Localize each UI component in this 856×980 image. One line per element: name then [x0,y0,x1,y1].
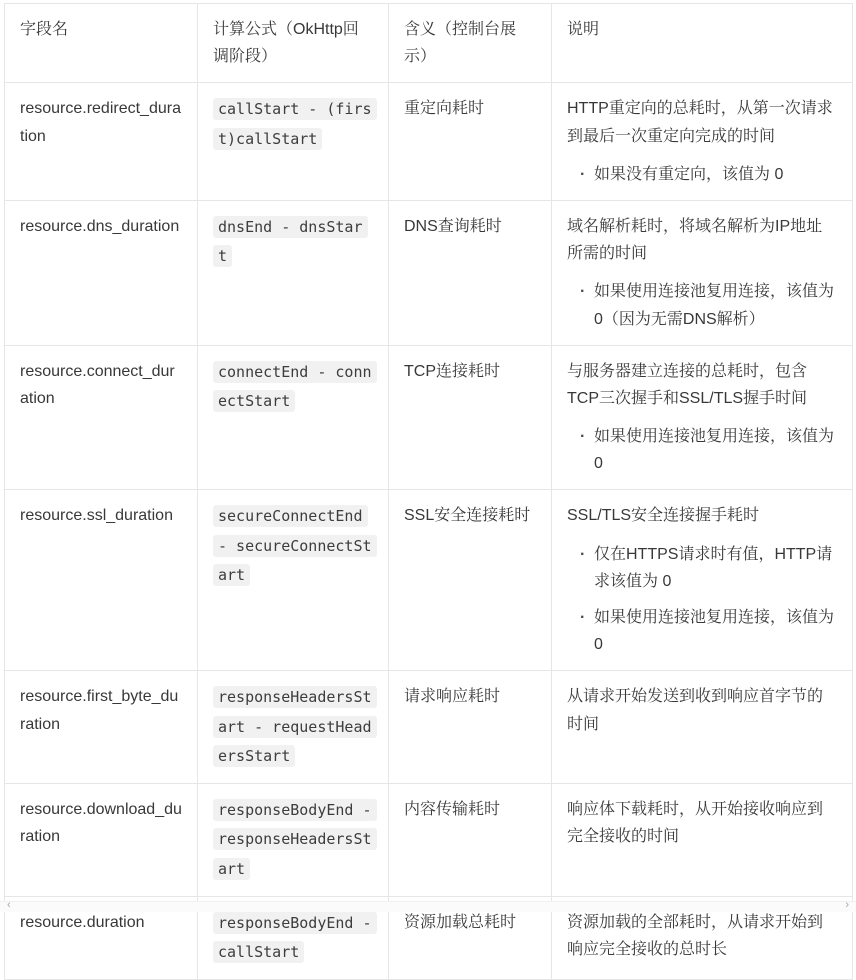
formula-code: responseHeadersStart - requestHeadersStart [213,686,377,767]
note-item: · 如果没有重定向，该值为 0 [594,161,837,188]
formula-cell [198,671,389,784]
notes-list [567,278,837,332]
note-item: · 如果使用连接池复用连接，该值为 0 [594,423,837,477]
table-row-first-byte-duration [5,671,853,784]
description-cell [552,200,853,345]
meaning-cell: DNS查询耗时 [389,200,552,345]
description-cell [552,83,853,201]
table-row-dns-duration [5,200,853,345]
description-cell [552,345,853,490]
notes-list [567,423,837,477]
meaning-cell: TCP连接耗时 [389,345,552,490]
notes-list [567,161,837,188]
note-item: · 仅在HTTPS请求时有值，HTTP请求该值为 0 [594,541,837,595]
description-text: 与服务器建立连接的总耗时，包含TCP三次握手和SSL/TLS握手时间 [567,362,808,407]
field-name-cell: resource.download_duration [5,784,198,897]
field-name-cell: resource.connect_duration [5,345,198,490]
formula-code: responseBodyEnd - callStart [213,912,377,963]
table-row-connect-duration [5,345,853,490]
description-cell [552,784,853,897]
note-item: · 如果使用连接池复用连接，该值为 0 [594,604,837,658]
description-text: 从请求开始发送到收到响应首字节的时间 [567,688,824,733]
formula-cell [198,784,389,897]
table-row-ssl-duration [5,490,853,671]
formula-code: callStart - (first)callStart [213,98,377,149]
meaning-cell: SSL安全连接耗时 [389,490,552,671]
description-text: 响应体下载耗时，从开始接收响应到完全接收的时间 [567,801,824,846]
formula-code: secureConnectEnd - secureConnectStart [213,505,377,586]
description-cell [552,671,853,784]
description-text: HTTP重定向的总耗时，从第一次请求到最后一次重定向完成的时间 [567,100,833,145]
formula-cell [198,200,389,345]
field-name-cell: resource.duration [5,896,198,980]
description-text: 域名解析耗时，将域名解析为IP地址所需的时间 [567,217,823,263]
formula-cell [198,83,389,201]
table-row-redirect-duration [5,83,853,201]
note-item: · 如果使用连接池复用连接，该值为 0（因为无需DNS解析） [594,278,837,332]
table-row-download-duration [5,784,853,897]
formula-cell [198,490,389,671]
col-header-meaning: 含义（控制台展示） [389,4,552,83]
scroll-right-arrow-icon[interactable]: › [845,899,849,911]
scroll-left-arrow-icon[interactable]: ‹ [7,899,11,911]
meaning-cell: 请求响应耗时 [389,671,552,784]
formula-code: responseBodyEnd - responseHeadersStart [213,799,377,880]
horizontal-scrollbar[interactable] [0,901,856,912]
col-header-field-name: 字段名 [5,4,198,83]
table-header-row [5,4,853,83]
meaning-cell: 重定向耗时 [389,83,552,201]
field-name-cell: resource.ssl_duration [5,490,198,671]
description-text: SSL/TLS安全连接握手耗时 [567,507,760,525]
notes-list [567,541,837,659]
meaning-cell: 内容传输耗时 [389,784,552,897]
timing-fields-table [4,3,853,980]
meaning-cell: 资源加载总耗时 [389,896,552,980]
formula-code: dnsEnd - dnsStart [213,216,368,267]
field-name-cell: resource.first_byte_duration [5,671,198,784]
field-name-cell: resource.redirect_duration [5,83,198,201]
col-header-description: 说明 [552,4,853,83]
field-name-cell: resource.dns_duration [5,200,198,345]
formula-cell [198,345,389,490]
formula-code: connectEnd - connectStart [213,361,377,412]
description-cell [552,490,853,671]
description-text: 资源加载的全部耗时，从请求开始到响应完全接收的总时长 [567,913,824,959]
col-header-formula: 计算公式（OkHttp回调阶段） [198,4,389,83]
